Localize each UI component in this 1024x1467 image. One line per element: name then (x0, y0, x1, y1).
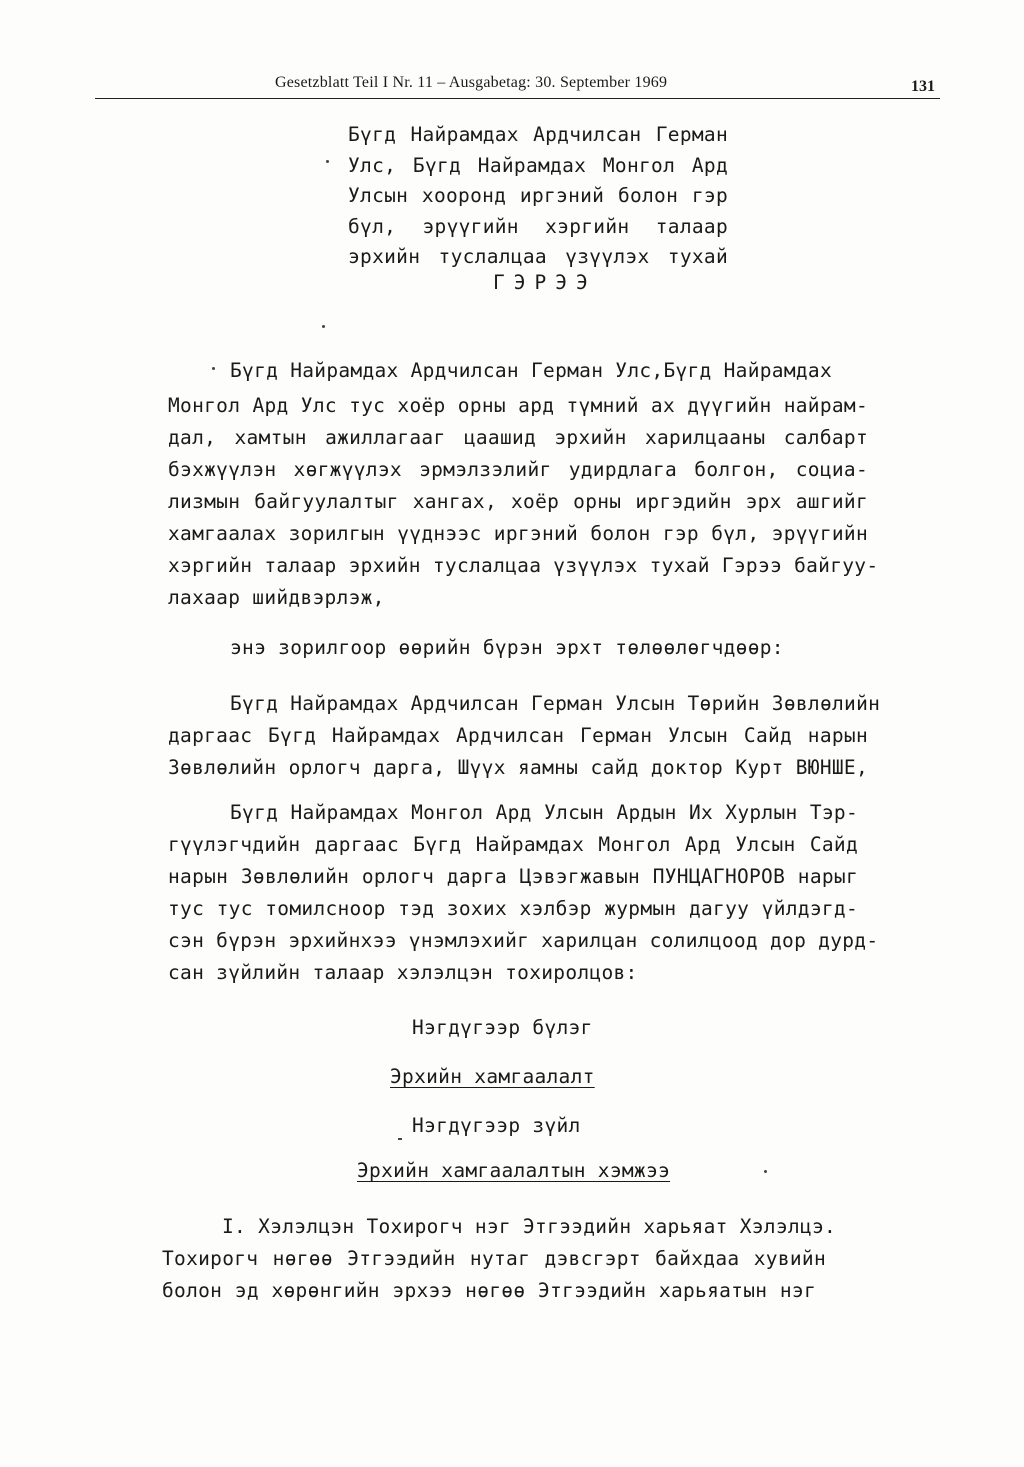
gdr-rep-line: даргаас Бүгд Найрамдах Ардчилсан Герман Улсын Сайд нарын (168, 724, 868, 747)
scan-speck (398, 1138, 402, 1140)
mpr-rep-line: тус тус томилсноор тэд зохих хэлбэр журмын дагуу үйлдэгд- (168, 897, 858, 920)
article-title: Эрхийн хамгаалалтын хэмжээ (357, 1159, 671, 1182)
clause-line: болон эд хөрөнгийн эрхээ нөгөө Этгээдийн харьяатын нэг (162, 1279, 816, 1302)
mpr-rep-line: сан зүйлийн талаар хэлэлцэн тохиролцов: (168, 961, 638, 984)
scan-speck (764, 1170, 767, 1173)
clause-line: Тохирогч нөгөө Этгээдийн нутаг дэвсгэрт байхдаа хувийн (162, 1247, 826, 1270)
treaty-title-line: Улс, Бүгд Найрамдах Монгол Ард (348, 153, 728, 177)
mpr-rep-line: сэн бүрэн эрхийнхээ үнэмлэхийг харилцан солилцоод дор дурд- (168, 929, 879, 952)
preamble-line: Бүгд Найрамдах Ардчилсан Герман Улс,Бүгд Найрамдах (230, 359, 832, 382)
preamble-line: бэхжүүлэн хөгжүүлэх эрмэлзэлийг удирдлага болгон, социа- (168, 458, 868, 481)
gdr-rep-line: Зөвлөлийн орлогч дарга, Шүүх яамны сайд доктор Курт ВЮНШЕ, (168, 756, 868, 779)
treaty-title-line: Бүгд Найрамдах Ардчилсан Герман (348, 123, 728, 146)
preamble-line: лахаар шийдвэрлэж, (168, 586, 385, 609)
mpr-rep-line: гүүлэгчдийн даргаас Бүгд Найрамдах Монгол Ард Улсын Сайд (168, 833, 858, 856)
page-number: 131 (911, 78, 935, 95)
preamble-line: хэргийн талаар эрхийн туслалцаа үзүүлэх тухай Гэрээ байгуу- (168, 554, 879, 577)
gdr-rep-line: Бүгд Найрамдах Ардчилсан Герман Улсын Төрийн Зөвлөлийн (230, 692, 881, 715)
header-title: Gesetzblatt Teil I Nr. 11 – Ausgabetag: 30. September 1969 (275, 74, 668, 91)
preamble-line: лизмын байгуулалтыг хангах, хоёр орны иргэдийн эрх ашгийг (168, 490, 868, 513)
chapter-title: Эрхийн хамгаалалт (390, 1065, 595, 1088)
preamble-line: хамгаалах зорилгын үүднээс иргэний болон гэр бүл, эрүүгийн (168, 522, 868, 545)
page-header (95, 72, 940, 99)
scan-speck (212, 367, 215, 370)
mpr-rep-line: Бүгд Найрамдах Монгол Ард Улсын Ардын Их Хурлын Тэр- (230, 801, 858, 824)
purpose-line: энэ зорилгоор өөрийн бүрэн эрхт төлөөлөгчдөөр: (230, 636, 784, 659)
treaty-title-line: бүл, эрүүгийн хэргийн талаар (348, 214, 728, 238)
scan-speck (326, 160, 329, 163)
clause-line: I. Хэлэлцэн Тохирогч нэг Этгээдийн харьяат Хэлэлцэ. (222, 1215, 837, 1238)
treaty-title-line: Улсын хооронд иргэний болон гэр (348, 184, 728, 207)
mpr-rep-line: нарын Зөвлөлийн орлогч дарга Цэвэгжавын ПУНЦАГНОРОВ нарыг (168, 865, 858, 888)
article-number: Нэгдүгээр зүйл (412, 1114, 581, 1137)
chapter-number: Нэгдүгээр бүлэг (412, 1016, 593, 1039)
preamble-line: дал, хамтын ажиллагааг цаашид эрхийн харилцааны салбарт (168, 426, 868, 449)
treaty-title (348, 120, 728, 273)
treaty-word: ГЭРЭЭ (493, 271, 597, 294)
treaty-title-line: эрхийн туслалцаа үзүүлэх тухай (348, 245, 728, 268)
scan-speck (322, 325, 325, 328)
preamble-line: Монгол Ард Улс тус хоёр орны ард түмний ах дүүгийн найрам- (168, 394, 868, 417)
